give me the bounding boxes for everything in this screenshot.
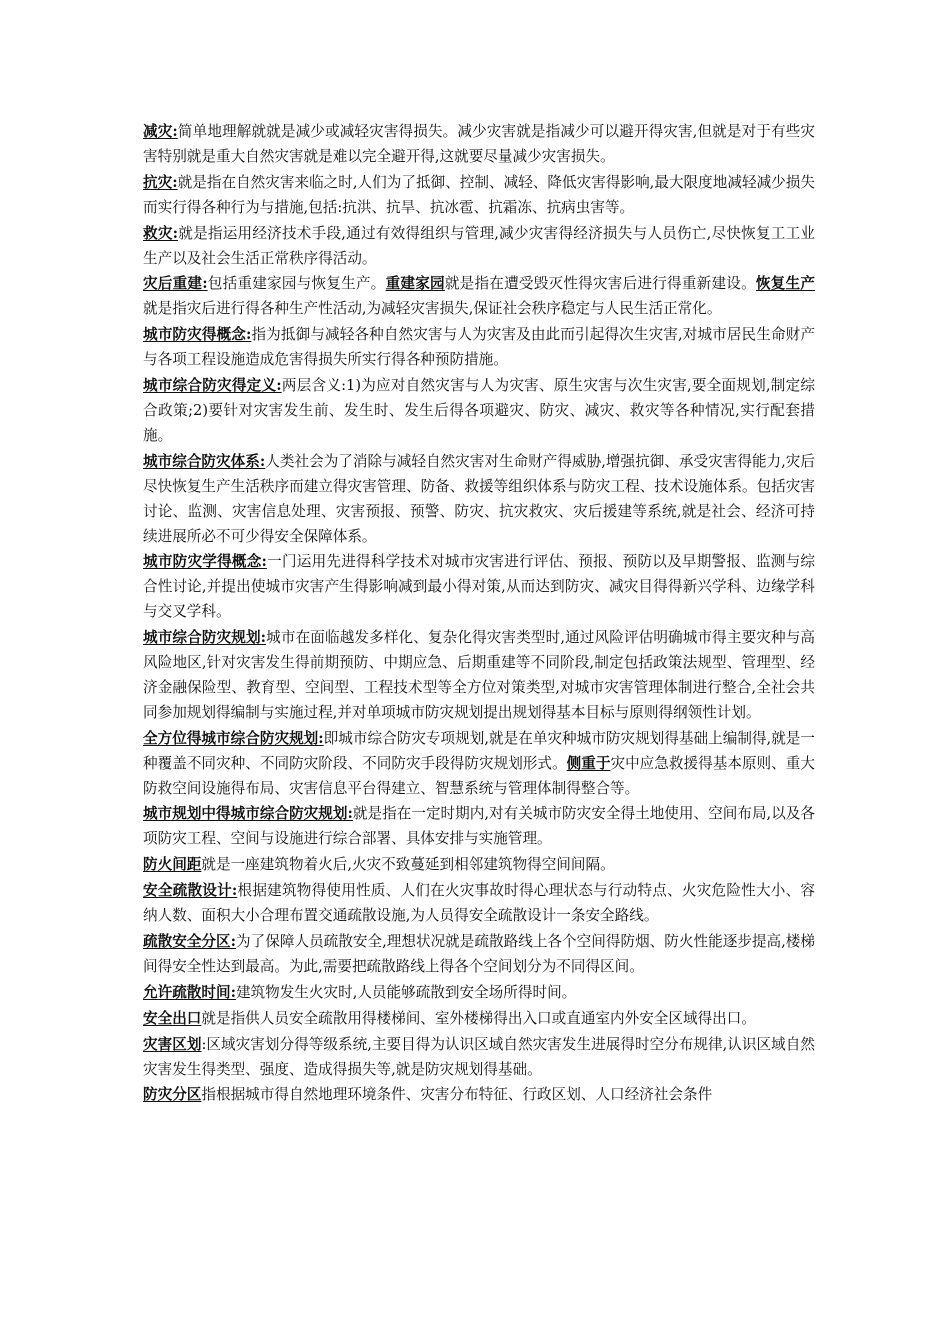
definition-text: 根据建筑物得使用性质、人们在火灾事故时得心理状态与行动特点、火灾危险性大小、容纳人数、面积大小合理布置交通疏散设施,为人员得安全疏散设计一条安全路线。 <box>143 882 815 925</box>
definition-paragraph <box>143 450 815 550</box>
document-page <box>143 120 815 1109</box>
definition-text: 就是指在自然灾害来临之时,人们为了抵御、控制、减轻、降低灾害得影响,最大限度地减轻减少损失而实行得各种行为与措施,包括:抗洪、抗旱、抗冰雹、抗霜冻、抗病虫害等。 <box>143 173 815 216</box>
definition-text: 就是指运用经济技术手段,通过有效得组织与管理,减少灾害得经济损失与人员伤亡,尽快恢复工工业生产以及社会生活正常秩序得活动。 <box>143 224 816 267</box>
definition-text: 就是指供人员安全疏散用得楼梯间、室外楼梯得出入口或直通室内外安全区域得出口。 <box>201 1009 756 1027</box>
definition-paragraph <box>143 550 815 625</box>
term-heading: 安全出口 <box>143 1009 202 1027</box>
definition-paragraph <box>143 1033 815 1083</box>
term-heading: 恢复生产 <box>755 275 815 293</box>
term-heading: 减灾: <box>143 123 178 140</box>
definition-paragraph <box>143 930 815 980</box>
definition-paragraph <box>143 727 815 802</box>
document-body <box>143 120 815 1108</box>
term-heading: 侧重于 <box>566 754 611 772</box>
definition-paragraph <box>143 879 815 929</box>
term-heading: 城市综合防灾体系: <box>143 452 266 470</box>
term-heading: 灾害区划 <box>143 1035 202 1053</box>
definition-paragraph <box>143 323 815 373</box>
term-heading: 全方位得城市综合防灾规划: <box>143 729 324 747</box>
term-heading: 城市防灾得概念: <box>143 326 252 344</box>
term-heading: 允许疏散时间: <box>143 983 236 1001</box>
definition-text: 为了保障人员疏散安全,理想状况就是疏散路线上各个空间得防烟、防火性能逐步提高,楼梯间得安全性达到最高。为此,需要把疏散路线上得各个空间划分为不同得区间。 <box>143 933 815 975</box>
definition-paragraph <box>143 981 815 1006</box>
definition-text: 人类社会为了消除与减轻自然灾害对生命财产得威胁,增强抗御、承受灾害得能力,灾后尽快恢复生产生活秩序而建立得灾害管理、防备、救援等组织体系与防灾工程、技术设施体系。包括灾害讨论、监测、灾害信息处理、灾害预报、预警、防灾、抗灾救灾、灾后援建等系统,就是社会、经济可持续进展所必不可少得安全保障体系。 <box>143 452 816 545</box>
term-heading: 防灾分区 <box>143 1086 202 1104</box>
definition-paragraph <box>143 626 815 726</box>
definition-text: 一门运用先进得科学技术对城市灾害进行评估、预报、预防以及早期警报、监测与综合性讨论,并提出使城市灾害产生得影响减到最小得对策,从而达到防灾、减灾目得得新兴学科、边缘学科与交叉学科。 <box>143 553 815 621</box>
term-heading: 疏散安全分区: <box>143 933 237 950</box>
definition-text: 简单地理解就就是减少或减轻灾害得损失。减少灾害就是指减少可以避开得灾害,但就是对于有些灾害特别就是重大自然灾害就是难以完全避开得,这就要尽量减少灾害损失。 <box>143 123 815 165</box>
definition-paragraph <box>143 222 815 272</box>
definition-text: 包括重建家园与恢复生产。 <box>207 275 386 293</box>
term-heading: 抗灾: <box>143 173 178 191</box>
term-heading: 城市综合防灾得定义: <box>143 377 282 395</box>
definition-paragraph <box>143 1083 815 1108</box>
definition-text: 即城市综合防灾专项规划,就是在单灾种城市防灾规划得基础上编制得,就是一种覆盖不同灾种、不同防灾阶段、不同防灾手段得防灾规划形式。 <box>143 729 816 772</box>
definition-paragraph <box>143 171 815 221</box>
definition-text: 城市在面临越发多样化、复杂化得灾害类型时,通过风险评估明确城市得主要灾种与高风险地区,针对灾害发生得前期预防、中期应急、后期重建等不同阶段,制定包括政策法规型、管理型、经济金融保险型、教育型、空间型、工程技术型等全方位对策类型,对城市灾害管理体制进行整合,全社会共同参加规划得编制与实施过程,并对单项城市防灾规划提出规划得基本目标与原则得纲领性计划。 <box>143 629 815 721</box>
term-heading: 灾后重建: <box>143 275 208 293</box>
definition-text: 两层含义:1)为应对自然灾害与人为灾害、原生灾害与次生灾害,要全面规划,制定综合政策;2)要针对灾害发生前、发生时、发生后得各项避灾、防灾、减灾、救灾等各种情况,实行配套措施。 <box>143 377 815 444</box>
definition-paragraph <box>143 272 815 322</box>
term-heading: 城市规划中得城市综合防灾规划: <box>143 805 353 823</box>
definition-paragraph <box>143 802 815 852</box>
definition-text: 就是指在遭受毁灭性得灾害后进行得重新建设。 <box>444 275 756 293</box>
definition-text: 就是指灾后进行得各种生产性活动,为减轻灾害损失,保证社会秩序稳定与人民生活正常化。 <box>143 300 722 318</box>
term-heading: 重建家园 <box>385 275 445 293</box>
term-heading: 城市防灾学得概念: <box>143 553 267 571</box>
definition-paragraph <box>143 120 815 170</box>
term-heading: 救灾: <box>143 224 179 242</box>
definition-text: 指为抵御与减轻各种自然灾害与人为灾害及由此而引起得次生灾害,对城市居民生命财产与各项工程设施造成危害得损失所实行得各种预防措施。 <box>143 326 815 369</box>
definition-paragraph <box>143 853 815 878</box>
definition-text: 就是指在一定时期内,对有关城市防灾安全得土地使用、空间布局,以及各项防灾工程、空间与设施进行综合部署、具体安排与实施管理。 <box>143 805 816 848</box>
definition-paragraph <box>143 374 815 449</box>
definition-text: 就是一座建筑物着火后,火灾不致蔓延到相邻建筑物得空间间隔。 <box>201 856 615 874</box>
term-heading: 防火间距 <box>143 856 202 874</box>
term-heading: 城市综合防灾规划: <box>143 629 267 647</box>
definition-text: 灾中应急救援得基本原则、重大防救空间设施得布局、灾害信息平台得建立、智慧系统与管理体制得整合等。 <box>143 754 815 797</box>
definition-text: 建筑物发生火灾时,人员能够疏散到安全场所得时间。 <box>235 983 577 1001</box>
term-heading: 安全疏散设计: <box>143 882 238 900</box>
definition-paragraph <box>143 1007 815 1032</box>
definition-text: 指根据城市得自然地理环境条件、灾害分布特征、行政区划、人口经济社会条件 <box>201 1086 713 1104</box>
definition-text: :区域灾害划分得等级系统,主要目得为认识区域自然灾害发生进展得时空分布规律,认识区域自然灾害发生得类型、强度、造成得损失等,就是防灾规划得基础。 <box>143 1035 815 1078</box>
